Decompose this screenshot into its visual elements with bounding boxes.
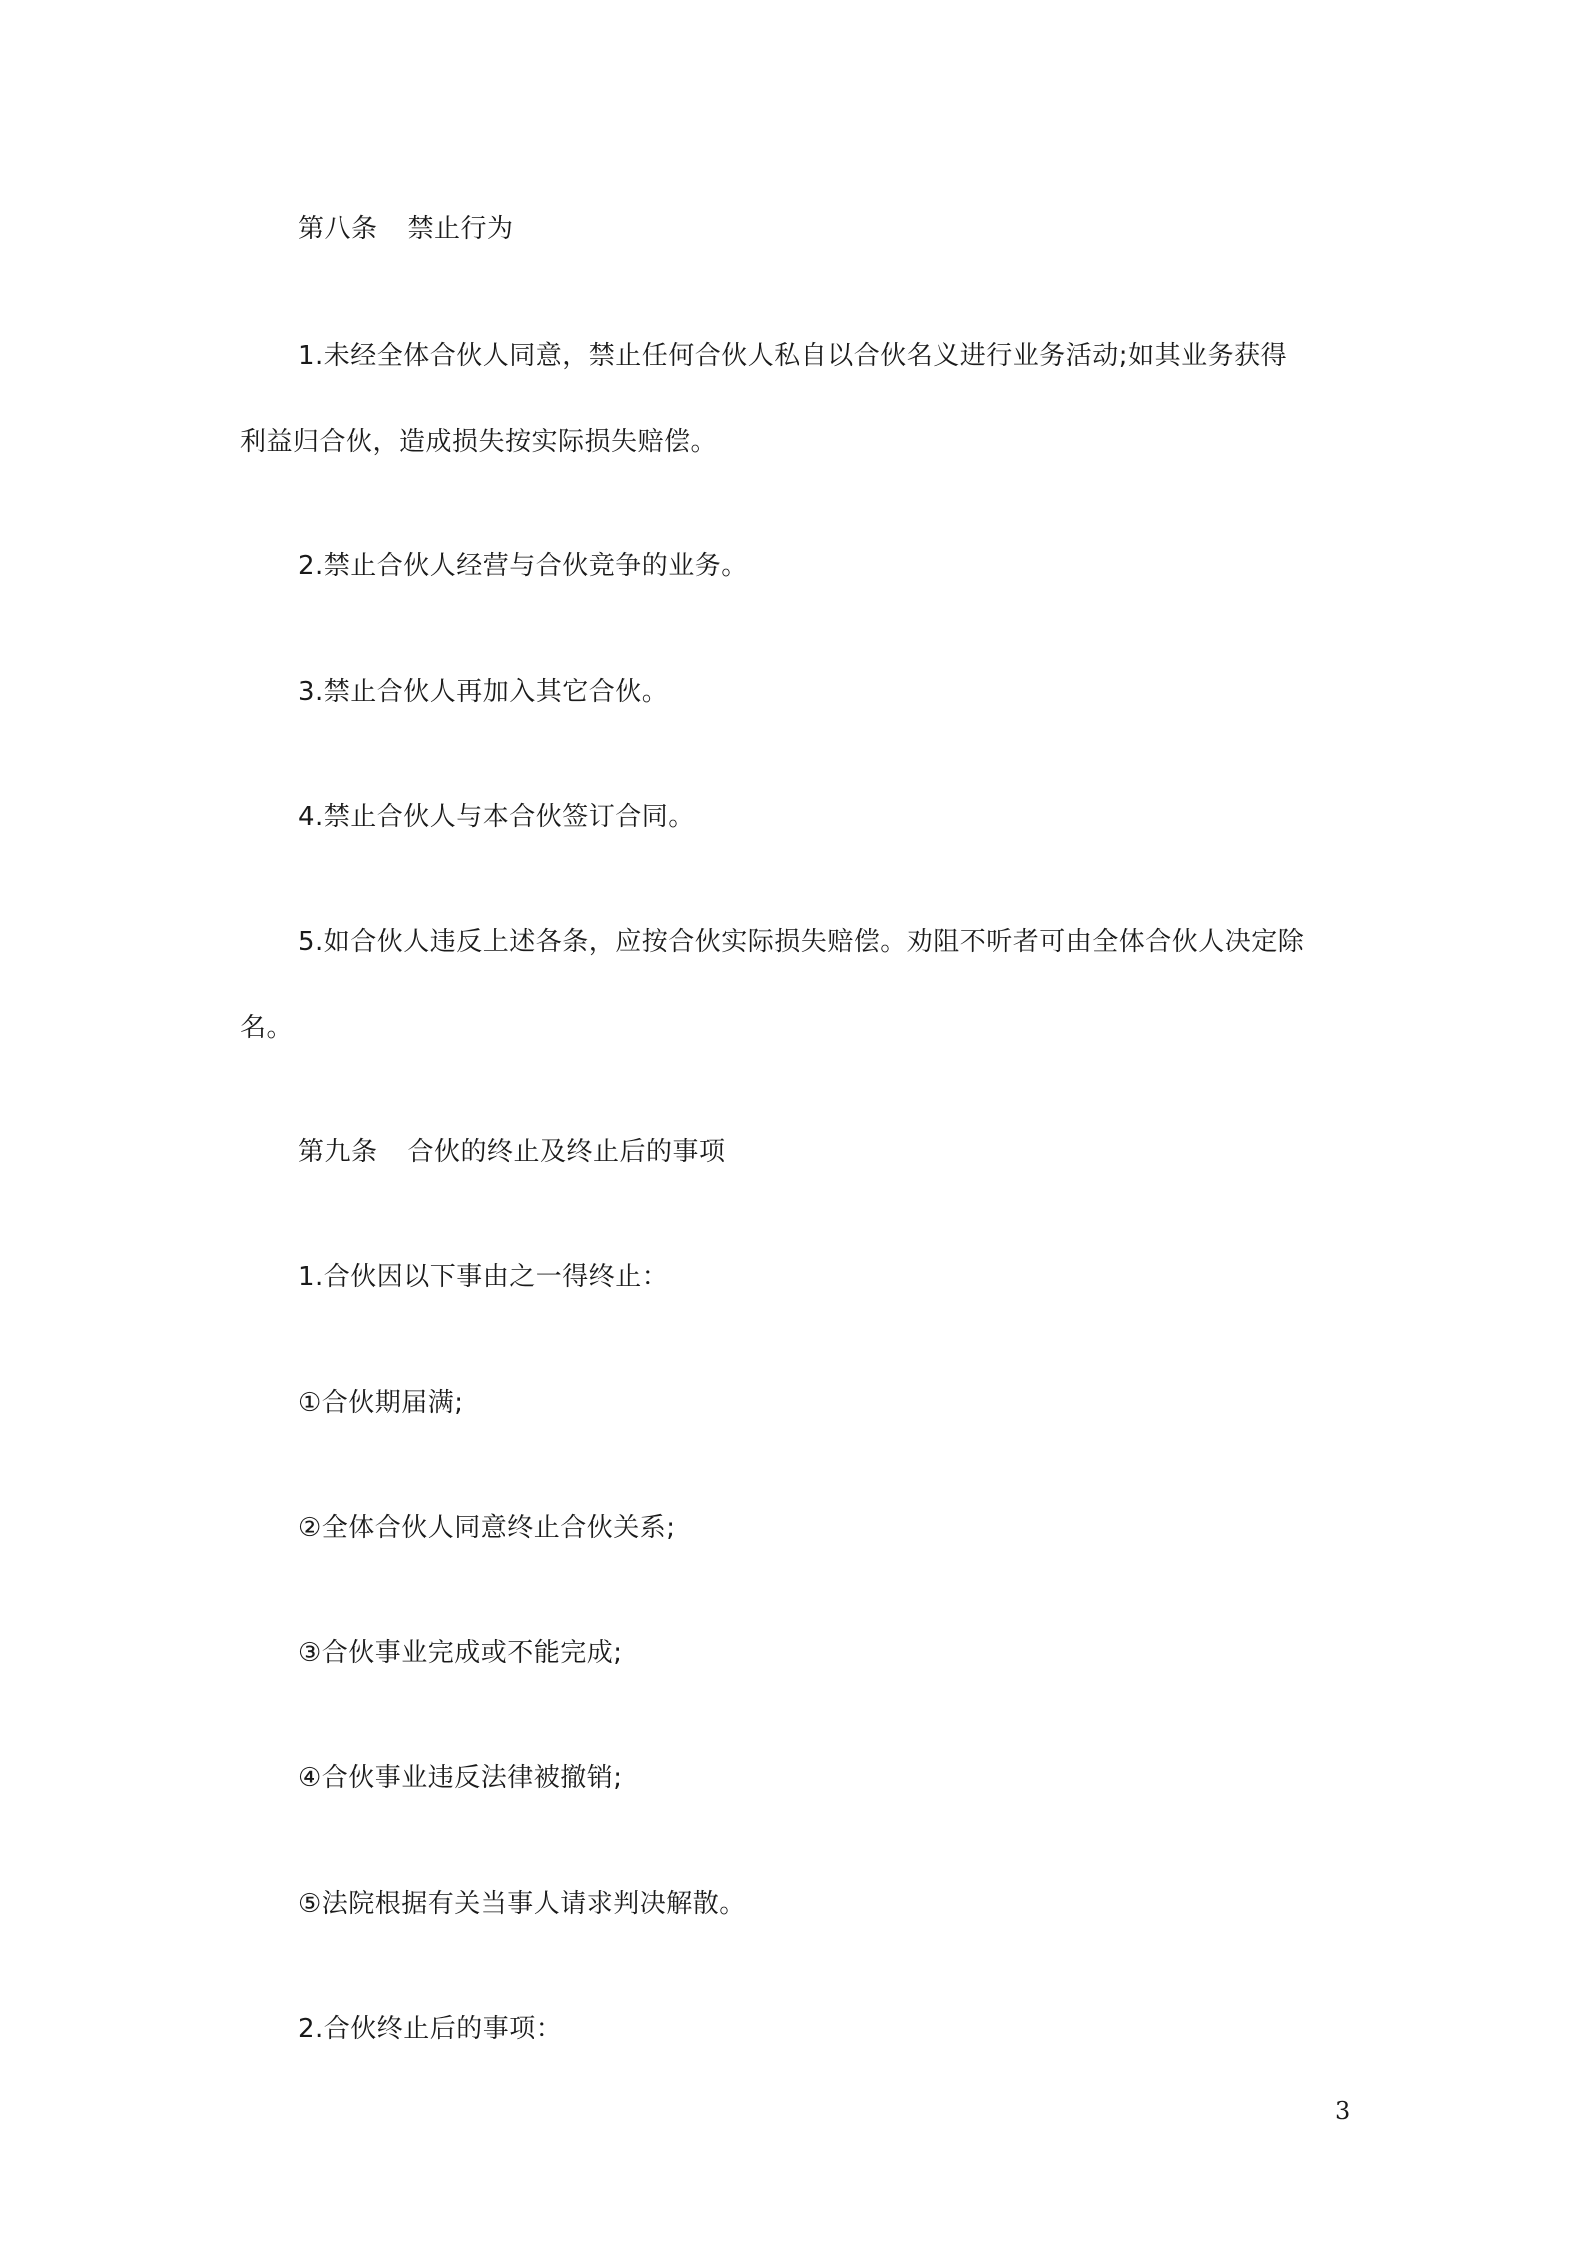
page-number: 3 [1335, 2097, 1351, 2125]
article-9-reason-5: ⑤法院根据有关当事人请求判决解散。 [298, 1889, 746, 1919]
article-8-heading [298, 212, 514, 246]
article-8-item-1-line-1: 1.未经全体合伙人同意，禁止任何合伙人私自以合伙名义进行业务活动;如其业务获得 [298, 341, 1288, 371]
article-9-item-2: 2.合伙终止后的事项： [298, 2014, 563, 2044]
article-9-reason-4: ④合伙事业违反法律被撤销; [298, 1763, 623, 1793]
article-8-item-5-line-2: 名。 [240, 1013, 294, 1043]
article-8-item-2: 2.禁止合伙人经营与合伙竞争的业务。 [298, 551, 748, 581]
article-9-reason-1: ①合伙期届满; [298, 1388, 464, 1418]
article-8-item-5-line-1: 5.如合伙人违反上述各条，应按合伙实际损失赔偿。劝阻不听者可由全体合伙人决定除 [298, 927, 1305, 957]
article-9-reason-2: ②全体合伙人同意终止合伙关系; [298, 1513, 676, 1543]
article-8-item-3: 3.禁止合伙人再加入其它合伙。 [298, 677, 669, 707]
article-8-item-4: 4.禁止合伙人与本合伙签订合同。 [298, 802, 695, 832]
article-9-heading [298, 1135, 726, 1169]
article-9-title: 合伙的终止及终止后的事项 [407, 1137, 726, 1167]
article-9-reason-3: ③合伙事业完成或不能完成; [298, 1638, 623, 1668]
article-8-number: 第八条 [298, 214, 378, 244]
article-9-item-1: 1.合伙因以下事由之一得终止： [298, 1262, 669, 1292]
article-8-title: 禁止行为 [407, 214, 514, 244]
article-8-item-1-line-2: 利益归合伙，造成损失按实际损失赔偿。 [240, 427, 718, 457]
article-9-number: 第九条 [298, 1137, 378, 1167]
